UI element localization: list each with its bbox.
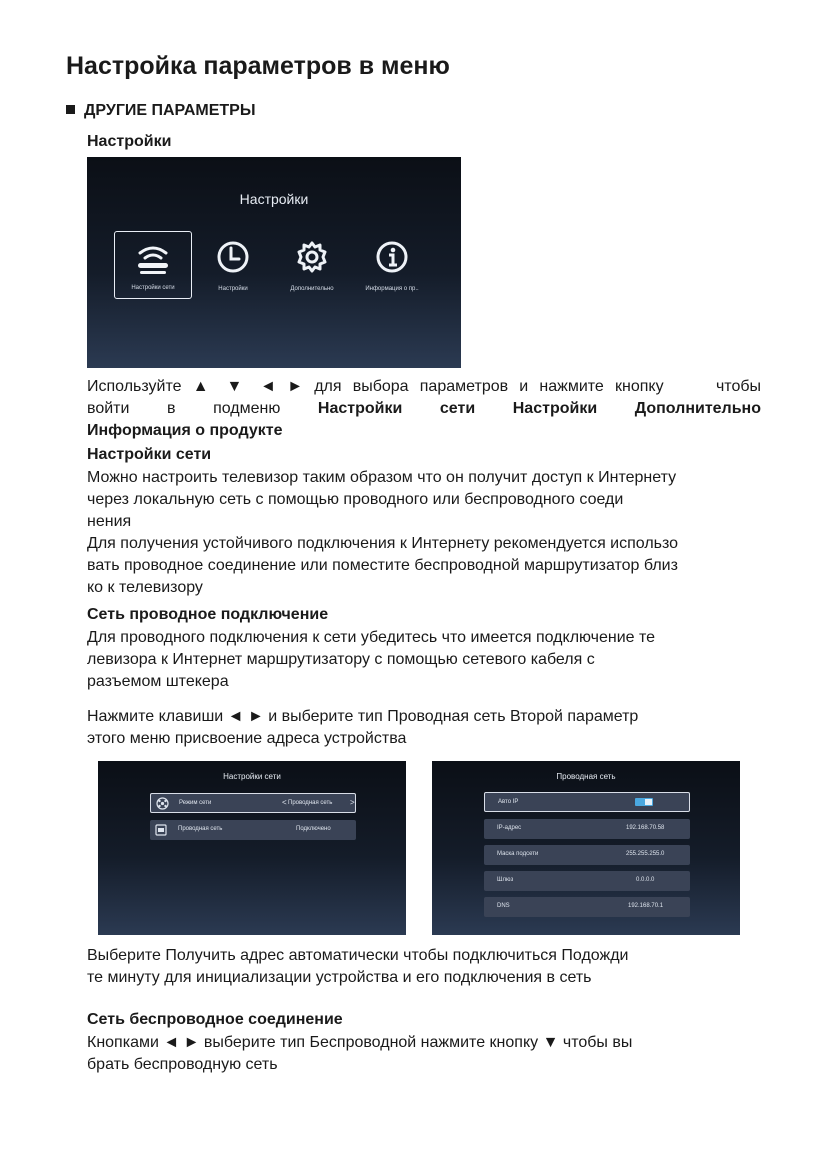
paragraph-line: Нажмите клавиши ◄ ► и выберите тип Проводная сеть Второй параметр: [87, 708, 639, 725]
tile-label: Настройки сети: [131, 285, 175, 291]
row-value: 0.0.0.0: [636, 877, 655, 883]
paragraph-line: Кнопками ◄ ► выберите тип Беспроводной нажмите кнопку ▼ чтобы вы: [87, 1034, 633, 1051]
row-value: Проводная сеть: [288, 800, 333, 806]
paragraph-line: те минуту для инициализации устройства и его подключения в сеть: [87, 969, 592, 986]
paragraph-line: [87, 399, 761, 419]
toggle-knob: [645, 799, 652, 805]
row-label: Шлюз: [497, 877, 514, 883]
text-span: чтобы: [715, 378, 761, 395]
row-value: 255.255.255.0: [626, 851, 665, 857]
auto-ip-row[interactable]: [484, 792, 690, 812]
ethernet-icon: [155, 824, 167, 836]
arrow-left-icon[interactable]: <: [282, 798, 287, 807]
tile-label: Настройки: [218, 286, 248, 292]
tile-label: Дополнительно: [290, 286, 334, 292]
bold-term: Информация о продукте: [87, 422, 283, 439]
subnet-mask-row[interactable]: [484, 845, 690, 865]
paragraph-line: разъемом штекера: [87, 673, 229, 690]
row-label: Авто IP: [498, 799, 519, 805]
screen-title: Проводная сеть: [556, 772, 616, 781]
screen-title: Настройки сети: [223, 772, 281, 781]
row-value: 192.168.70.58: [626, 825, 665, 831]
gateway-row[interactable]: [484, 871, 690, 891]
page-title: Настройка параметров в меню: [66, 52, 450, 80]
paragraph-line: Для получения устойчивого подключения к Интернету рекомендуется использо: [87, 535, 679, 552]
subsection-wireless: Сеть беспроводное соединение: [87, 1011, 343, 1028]
tile-settings[interactable]: [194, 231, 272, 299]
paragraph-line: через локальную сеть с помощью проводного или беспроводного соеди: [87, 491, 624, 508]
row-value: Подключено: [296, 826, 331, 832]
row-label: Маска подсети: [497, 851, 539, 857]
paragraph-line: Выберите Получить адрес автоматически чтобы подключиться Подожди: [87, 947, 629, 964]
bold-term: Настройки: [512, 400, 598, 417]
tile-product-info[interactable]: [353, 231, 431, 299]
dns-row[interactable]: [484, 897, 690, 917]
tile-advanced[interactable]: [273, 231, 351, 299]
paragraph-line: [87, 377, 761, 397]
network-mode-icon: [156, 797, 169, 810]
bold-term: Дополнительно: [634, 400, 761, 417]
subsection-network: Настройки сети: [87, 446, 212, 463]
network-settings-screenshot: [98, 761, 406, 935]
paragraph-line: Для проводного подключения к сети убедитесь что имеется подключение те: [87, 629, 656, 646]
row-label: Проводная сеть: [178, 826, 223, 832]
ip-address-row[interactable]: [484, 819, 690, 839]
network-icon: [133, 240, 173, 280]
row-label: Режим сети: [179, 800, 212, 806]
settings-menu-screenshot: [87, 157, 461, 368]
section-title-text: ДРУГИЕ ПАРАМЕТРЫ: [84, 102, 256, 119]
row-label: DNS: [497, 903, 510, 909]
wired-network-screenshot: [432, 761, 740, 935]
row-label: IP-адрес: [497, 825, 522, 831]
text-span: войти в подменю: [87, 400, 281, 417]
paragraph-line: левизора к Интернет маршрутизатору с помощью сетевого кабеля с: [87, 651, 595, 668]
subsection-settings: Настройки: [87, 133, 172, 150]
text-span: Используйте ▲ ▼ ◄ ► для выбора параметров и нажмите кнопку: [87, 378, 664, 395]
paragraph-line: нения: [87, 513, 132, 530]
wired-network-row[interactable]: [150, 820, 356, 840]
tile-network-settings[interactable]: [114, 231, 192, 299]
bold-term: Настройки сети: [317, 400, 476, 417]
clock-icon: [213, 239, 253, 279]
section-title: [66, 102, 255, 120]
row-value: 192.168.70.1: [628, 903, 664, 909]
paragraph-line: этого меню присвоение адреса устройства: [87, 730, 407, 747]
network-mode-row[interactable]: [150, 793, 356, 813]
paragraph-line: ко к телевизору: [87, 579, 203, 596]
paragraph-line: вать проводное соединение или поместите беспроводной маршрутизатор близ: [87, 557, 678, 574]
arrow-right-icon[interactable]: >: [350, 798, 355, 807]
auto-ip-toggle[interactable]: [635, 798, 653, 806]
screen-title: Настройки: [239, 191, 309, 207]
bullet-square-icon: [66, 105, 75, 114]
tile-label: Информация о пр..: [365, 286, 419, 292]
paragraph-line: брать беспроводную сеть: [87, 1056, 278, 1073]
paragraph-line: Можно настроить телевизор таким образом что он получит доступ к Интернету: [87, 469, 677, 486]
gear-icon: [292, 239, 332, 279]
subsection-wired: Сеть проводное подключение: [87, 606, 329, 623]
info-icon: [372, 239, 412, 279]
